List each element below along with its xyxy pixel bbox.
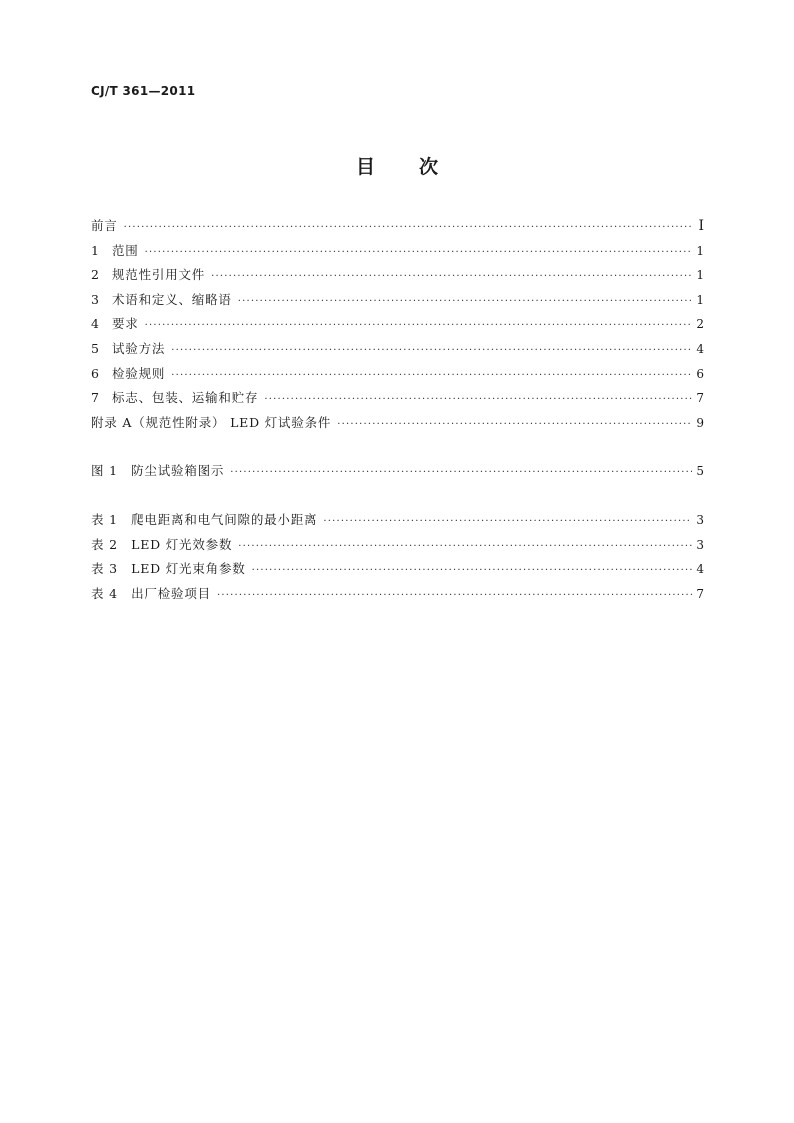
toc-entry-label: 要求 — [112, 316, 139, 332]
toc-entry-label: 表 1 爬电距离和电气间隙的最小距离 — [91, 512, 318, 527]
toc-entry-page: 7 — [696, 586, 704, 601]
toc-entry-page: 1 — [696, 243, 704, 258]
toc-entry[interactable] — [91, 288, 704, 313]
dot-leader — [337, 413, 692, 438]
toc-entry-label: 范围 — [112, 242, 139, 258]
toc-entry-page: 2 — [696, 317, 704, 332]
toc-entry-number: 2 — [91, 267, 99, 283]
toc-entry-label: 表 4 出厂检验项目 — [91, 585, 211, 601]
toc-entry-label: 表 3 LED 灯光束角参数 — [91, 561, 246, 577]
toc-entry[interactable] — [91, 411, 704, 436]
toc-entry-label: 术语和定义、缩略语 — [112, 291, 232, 307]
dot-leader — [252, 559, 692, 584]
toc-entry-page: I — [698, 218, 704, 234]
toc-entry-number: 4 — [91, 316, 99, 332]
toc-entry[interactable] — [91, 533, 704, 558]
toc-figures-list — [91, 459, 704, 484]
dot-leader — [145, 241, 692, 266]
dot-leader — [171, 339, 692, 364]
toc-entry-page: 6 — [696, 366, 704, 381]
toc-entry-label: 图 1 防尘试验箱图示 — [91, 463, 225, 478]
dot-leader — [230, 461, 692, 486]
toc-entry-number: 1 — [91, 242, 99, 258]
title-part-1: 目 — [355, 156, 375, 178]
toc-entry-label: 规范性引用文件 — [112, 267, 206, 283]
toc-entry-number: 7 — [91, 390, 99, 406]
toc-entry-label: 试验方法 — [112, 340, 166, 356]
toc-entry-page: 4 — [696, 341, 704, 356]
toc-entry-page: 3 — [696, 537, 704, 552]
standard-code: CJ/T 361—2011 — [91, 84, 196, 98]
toc-entry-page: 3 — [696, 513, 704, 527]
toc-entry-label: 表 2 LED 灯光效参数 — [91, 536, 233, 552]
toc-entry[interactable] — [91, 312, 704, 337]
toc-main-list — [91, 214, 704, 435]
toc-entry[interactable] — [91, 337, 704, 362]
toc-entry[interactable] — [91, 214, 704, 239]
toc-entry[interactable] — [91, 557, 704, 582]
page-title — [0, 152, 794, 179]
toc-entry-number: 3 — [91, 291, 99, 307]
toc-entry-page: 1 — [696, 292, 704, 307]
toc-tables-list — [91, 508, 704, 606]
toc-entry-label: 附录 A（规范性附录） LED 灯试验条件 — [91, 414, 332, 430]
toc-entry[interactable] — [91, 239, 704, 264]
toc-entry-number: 6 — [91, 365, 99, 381]
toc-entry-page: 4 — [696, 562, 704, 577]
toc-entry[interactable] — [91, 459, 704, 484]
dot-leader — [238, 535, 692, 560]
toc-entry-label: 前言 — [91, 218, 118, 233]
toc-entry-page: 7 — [696, 391, 704, 406]
dot-leader — [238, 290, 692, 315]
dot-leader — [211, 265, 692, 290]
toc-entry-label: 标志、包装、运输和贮存 — [112, 390, 259, 406]
toc-entry-page: 1 — [696, 268, 704, 283]
toc-entry[interactable] — [91, 362, 704, 387]
dot-leader — [217, 584, 692, 609]
dot-leader — [323, 510, 692, 535]
toc-entry[interactable] — [91, 582, 704, 607]
title-part-2: 次 — [419, 156, 439, 178]
toc-entry-page: 5 — [696, 464, 704, 478]
toc-entry[interactable] — [91, 386, 704, 411]
dot-leader — [145, 314, 692, 339]
toc-entry[interactable] — [91, 263, 704, 288]
toc-entry[interactable] — [91, 508, 704, 533]
toc-entry-number: 5 — [91, 340, 99, 356]
toc-entry-page: 9 — [696, 415, 704, 430]
toc-entry-label: 检验规则 — [112, 365, 166, 381]
dot-leader — [124, 216, 692, 241]
dot-leader — [171, 364, 692, 389]
dot-leader — [264, 388, 692, 413]
